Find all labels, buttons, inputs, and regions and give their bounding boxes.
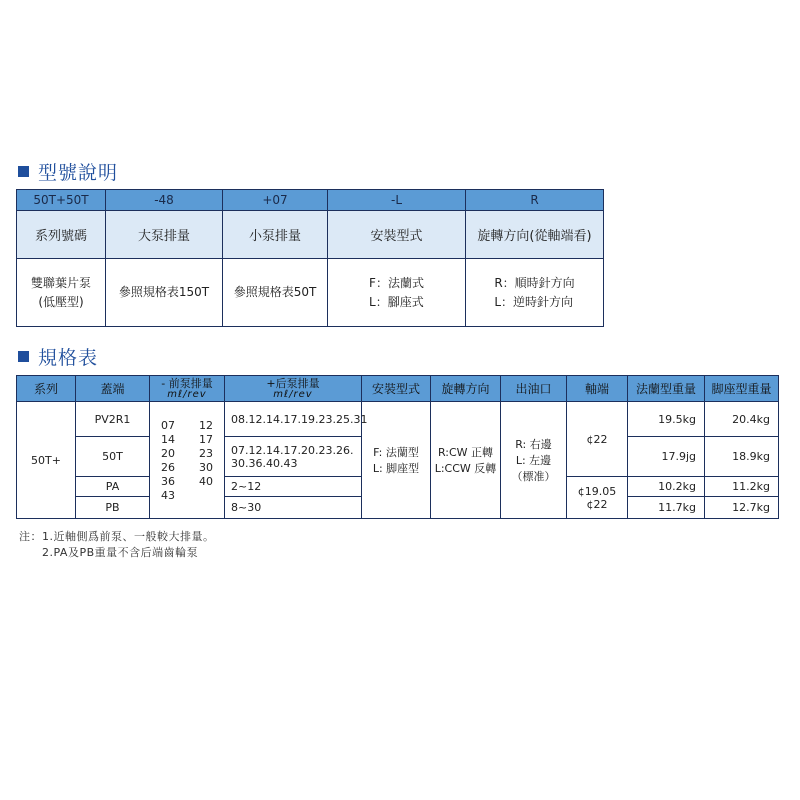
spec-header-row xyxy=(17,376,779,402)
value-mounting xyxy=(328,259,466,327)
spec-shaft-b-line-1: ¢19.05 xyxy=(577,484,617,498)
spec-header-outlet: 出油口 xyxy=(501,376,567,402)
header-series: 系列號碼 xyxy=(17,211,106,259)
spec-header-rear-pump xyxy=(225,376,362,402)
spec-mounting xyxy=(362,402,431,519)
value-small-pump: 參照規格表50T xyxy=(223,259,328,327)
model-value-row xyxy=(17,259,604,327)
cover-50t: 50T xyxy=(76,437,150,477)
spec-header-shaft: 軸端 xyxy=(567,376,628,402)
code-rotation: R xyxy=(466,190,604,211)
front-displacement-value: 07 xyxy=(161,418,175,432)
rear-displacement-50t xyxy=(225,437,362,477)
spec-mounting-f: F: 法蘭型 xyxy=(373,446,419,459)
front-displacement-value: 40 xyxy=(199,474,213,488)
spec-mounting-l: L: 脚座型 xyxy=(372,462,420,475)
front-displacement-value: 14 xyxy=(161,432,175,446)
cover-pb: PB xyxy=(76,497,150,519)
foot-weight-50t: 18.9kg xyxy=(705,437,779,477)
spec-shaft-a: ¢22 xyxy=(567,402,628,477)
cover-pv2r1: PV2R1 xyxy=(76,402,150,437)
flange-weight-pa: 10.2kg xyxy=(628,477,705,497)
spec-outlet-left: L: 左邊 xyxy=(515,454,552,467)
spec-outlet-right: R: 右邊 xyxy=(515,438,552,451)
value-series xyxy=(17,259,106,327)
spec-rotation-ccw: L:CCW 反轉 xyxy=(434,462,497,475)
section-title-spec xyxy=(18,343,98,370)
spec-rotation xyxy=(431,402,501,519)
code-small-pump: +07 xyxy=(223,190,328,211)
front-pump-unit: mℓ/rev xyxy=(167,388,207,400)
rear-displacement-pa: 2~12 xyxy=(225,477,362,497)
rear-pump-unit: mℓ/rev xyxy=(273,388,313,400)
foot-weight-pa: 11.2kg xyxy=(705,477,779,497)
spec-header-mounting: 安裝型式 xyxy=(362,376,431,402)
spec-shaft-b xyxy=(567,477,628,519)
front-displacement-value: 12 xyxy=(199,418,213,432)
spec-header-rotation: 旋轉方向 xyxy=(431,376,501,402)
rear-50t-line-1: 07.12.14.17.20.23.26. xyxy=(231,443,354,457)
foot-weight-pb: 12.7kg xyxy=(705,497,779,519)
spec-header-cover: 蓋端 xyxy=(76,376,150,402)
spec-outlet xyxy=(501,402,567,519)
mounting-option-f: F：法蘭式 xyxy=(369,275,424,290)
rear-50t-line-2: 30.36.40.43 xyxy=(231,456,298,470)
header-rotation: 旋轉方向(從軸端看) xyxy=(466,211,604,259)
square-bullet-icon xyxy=(18,351,29,362)
rear-displacement-pb: 8~30 xyxy=(225,497,362,519)
square-bullet-icon xyxy=(18,166,29,177)
spec-section-title: 規格表 xyxy=(38,347,99,369)
rotation-option-l: L：逆時針方向 xyxy=(494,294,574,309)
rotation-option-r: R：順時針方向 xyxy=(494,275,575,290)
code-series: 50T+50T xyxy=(17,190,106,211)
spec-rotation-cw: R:CW 正轉 xyxy=(437,446,494,459)
code-large-pump: -48 xyxy=(106,190,223,211)
spec-series: 50T+ xyxy=(17,402,76,519)
spec-shaft-b-line-2: ¢22 xyxy=(586,497,608,511)
flange-weight-pv2r1: 19.5kg xyxy=(628,402,705,437)
spec-header-flange-weight: 法蘭型重量 xyxy=(628,376,705,402)
header-large-pump: 大泵排量 xyxy=(106,211,223,259)
front-displacement-value: 23 xyxy=(199,446,213,460)
front-pump-label: - 前泵排量 xyxy=(161,376,213,390)
flange-weight-pb: 11.7kg xyxy=(628,497,705,519)
foot-weight-pv2r1: 20.4kg xyxy=(705,402,779,437)
series-line-2: (低壓型) xyxy=(38,294,84,309)
table-row xyxy=(17,402,779,437)
front-displacement-value: 20 xyxy=(161,446,175,460)
footnotes xyxy=(19,529,215,561)
flange-weight-50t: 17.9jg xyxy=(628,437,705,477)
mounting-option-l: L：腳座式 xyxy=(369,294,424,309)
spec-outlet-standard: （標准） xyxy=(511,470,556,483)
model-code-table xyxy=(16,189,604,327)
spec-header-foot-weight: 脚座型重量 xyxy=(705,376,779,402)
code-mounting: -L xyxy=(328,190,466,211)
front-displacement-grid xyxy=(150,402,225,519)
front-displacement-value: 17 xyxy=(199,432,213,446)
cover-pa: PA xyxy=(76,477,150,497)
model-section-title: 型號說明 xyxy=(38,162,119,184)
spec-header-front-pump xyxy=(150,376,225,402)
rear-displacement-pv2r1: 08.12.14.17.19.23.25.31 xyxy=(225,402,362,437)
front-displacement-value: 36 xyxy=(161,474,175,488)
spec-table xyxy=(16,375,779,519)
model-header-row xyxy=(17,211,604,259)
section-title-model xyxy=(18,158,118,185)
front-displacement-value: 30 xyxy=(199,460,213,474)
note-line-1: 注：1.近軸側爲前泵、一般較大排量。 xyxy=(19,530,215,543)
value-large-pump: 參照規格表150T xyxy=(106,259,223,327)
header-small-pump: 小泵排量 xyxy=(223,211,328,259)
series-line-1: 雙聯葉片泵 xyxy=(30,275,91,290)
rear-pump-label: +后泵排量 xyxy=(266,376,320,390)
front-displacement-value: 26 xyxy=(161,460,175,474)
model-code-row xyxy=(17,190,604,211)
note-line-2: 2.PA及PB重量不含后端齒輪泵 xyxy=(42,546,199,559)
front-displacement-value: 43 xyxy=(161,488,175,502)
header-mounting: 安裝型式 xyxy=(328,211,466,259)
spec-header-series: 系列 xyxy=(17,376,76,402)
value-rotation xyxy=(466,259,604,327)
